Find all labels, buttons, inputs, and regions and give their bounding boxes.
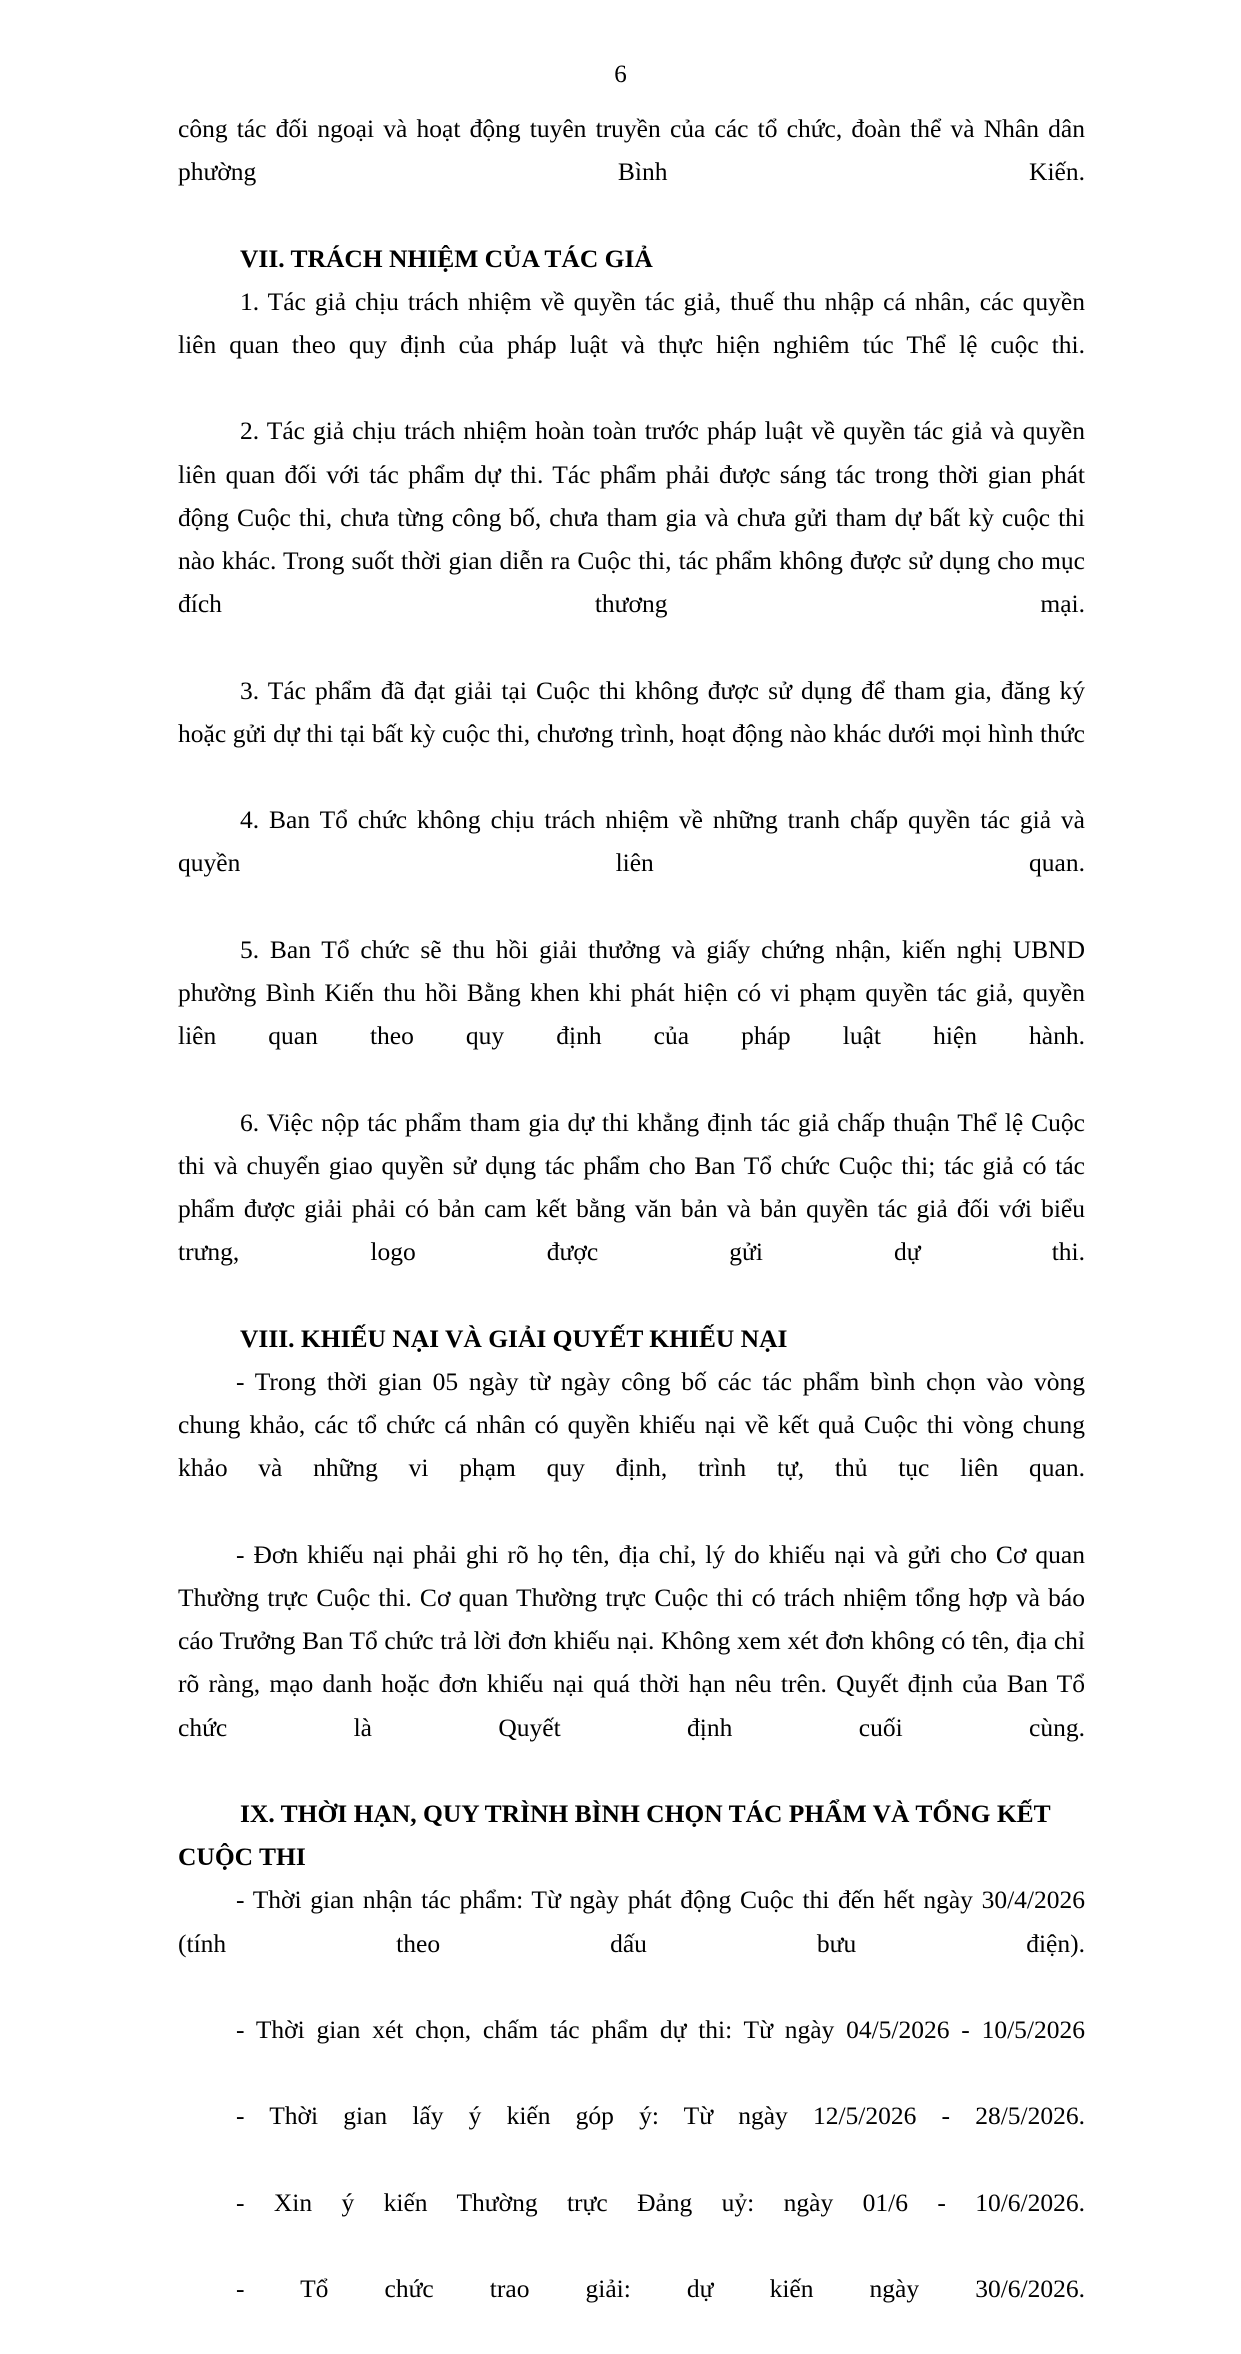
body-paragraph: - Trong thời gian 05 ngày từ ngày công bố các tác phẩm bình chọn vào vòng chung khảo, các tổ chức cá nhân có quyền khiếu nại về kết quả Cuộc thi vòng chung khảo và những vi phạm quy định, trình tự, thủ tục liên quan. [178, 1366, 1085, 1483]
body-paragraph: 2. Tác giả chịu trách nhiệm hoàn toàn trước pháp luật về quyền tác giả và quyền liên quan đối với tác phẩm dự thi. Tác phẩm phải được sáng tác trong thời gian phát động Cuộc thi, chưa từng công bố, chưa tham gia và chưa gửi tham dự bất kỳ cuộc thi nào khác. Trong suốt thời gian diễn ra Cuộc thi, tác phẩm không được sử dụng cho mục đích thương mại. [178, 416, 1085, 619]
body-paragraph: 5. Ban Tổ chức sẽ thu hồi giải thưởng và giấy chứng nhận, kiến nghị UBND phường Bình Kiến thu hồi Bằng khen khi phát hiện có vi phạm quyền tác giả, quyền liên quan theo quy định của pháp luật hiện hành. [178, 934, 1085, 1051]
section-heading: VII. TRÁCH NHIỆM CỦA TÁC GIẢ [240, 243, 653, 273]
body-paragraph: 6. Việc nộp tác phẩm tham gia dự thi khẳng định tác giả chấp thuận Thể lệ Cuộc thi và chuyển giao quyền sử dụng tác phẩm cho Ban Tổ chức Cuộc thi; tác giả có tác phẩm được giải phải có bản cam kết bằng văn bản và bản quyền tác giả đối với biểu trưng, logo được gửi dự thi. [178, 1107, 1085, 1267]
body-paragraph: - Thời gian nhận tác phẩm: Từ ngày phát động Cuộc thi đến hết ngày 30/4/2026 (tính theo dấu bưu điện). [178, 1885, 1085, 1958]
body-paragraph: - Thời gian xét chọn, chấm tác phẩm dự thi: Từ ngày 04/5/2026 - 10/5/2026 [236, 2014, 1085, 2044]
body-paragraph: - Xin ý kiến Thường trực Đảng uỷ: ngày 01/6 - 10/6/2026. [236, 2187, 1085, 2217]
body-paragraph: - Thời gian lấy ý kiến góp ý: Từ ngày 12/5/2026 - 28/5/2026. [236, 2101, 1085, 2131]
body-paragraph: 4. Ban Tổ chức không chịu trách nhiệm về những tranh chấp quyền tác giả và quyền liên quan. [178, 805, 1085, 878]
body-paragraph: - Tổ chức trao giải: dự kiến ngày 30/6/2026. [236, 2274, 1085, 2304]
section-heading: IX. THỜI HẠN, QUY TRÌNH BÌNH CHỌN TÁC PHẨM VÀ TỔNG KẾT CUỘC THI [178, 1798, 1051, 1872]
body-paragraph: 1. Tác giả chịu trách nhiệm về quyền tác giả, thuế thu nhập cá nhân, các quyền liên quan theo quy định của pháp luật và thực hiện nghiêm túc Thể lệ cuộc thi. [178, 286, 1085, 360]
body-paragraph: - Đơn khiếu nại phải ghi rõ họ tên, địa chỉ, lý do khiếu nại và gửi cho Cơ quan Thường trực Cuộc thi. Cơ quan Thường trực Cuộc thi có trách nhiệm tổng hợp và báo cáo Trưởng Ban Tổ chức trả lời đơn khiếu nại. Không xem xét đơn không có tên, địa chỉ rõ ràng, mạo danh hoặc đơn khiếu nại quá thời hạn nêu trên. Quyết định của Ban Tổ chức là Quyết định cuối cùng. [178, 1539, 1085, 1742]
page-number: 6 [614, 61, 627, 88]
body-paragraph: 3. Tác phẩm đã đạt giải tại Cuộc thi không được sử dụng để tham gia, đăng ký hoặc gửi dự thi tại bất kỳ cuộc thi, chương trình, hoạt động nào khác dưới mọi hình thức [178, 675, 1085, 748]
body-paragraph: công tác đối ngoại và hoạt động tuyên truyền của các tổ chức, đoàn thể và Nhân dân phường Bình Kiến. [178, 114, 1085, 187]
section-heading: VIII. KHIẾU NẠI VÀ GIẢI QUYẾT KHIẾU NẠI [240, 1323, 788, 1353]
document-body [178, 107, 1085, 2354]
